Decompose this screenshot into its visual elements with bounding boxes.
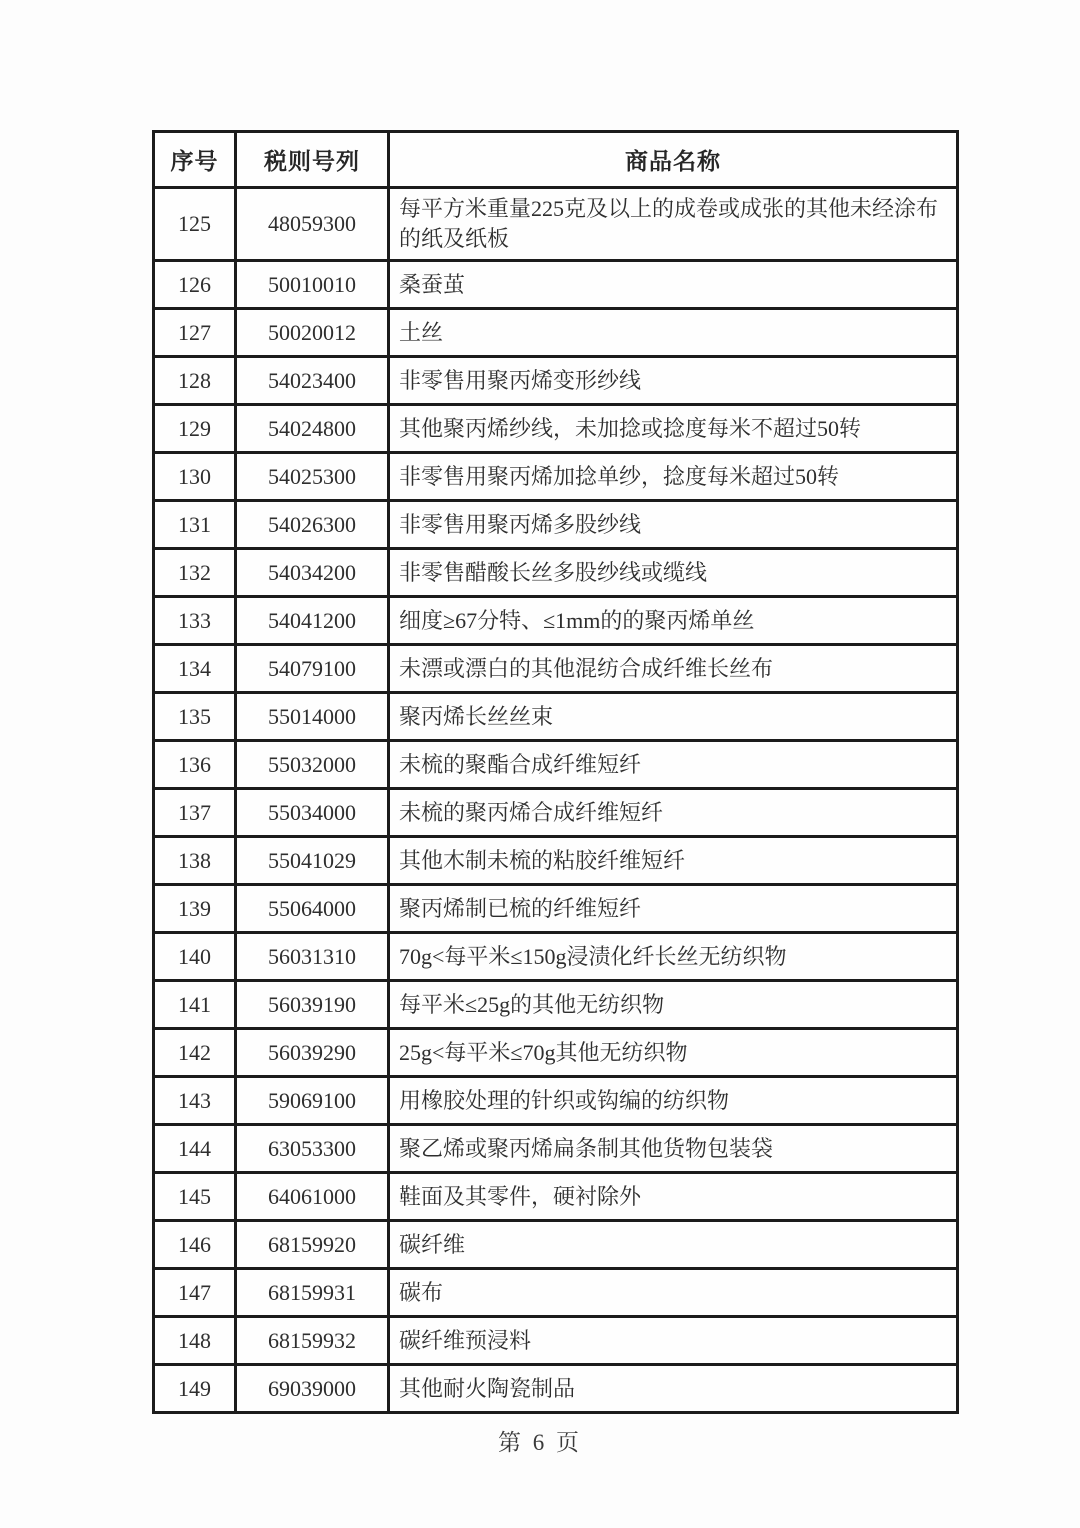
tariff-code-cell: 56039290: [236, 1029, 389, 1077]
product-name-cell: 每平米≤25g的其他无纺织物: [389, 981, 958, 1029]
serial-cell: 132: [154, 549, 236, 597]
tariff-code-cell: 56039190: [236, 981, 389, 1029]
table-row: [154, 549, 958, 597]
table-row: [154, 405, 958, 453]
tariff-code-cell: 54079100: [236, 645, 389, 693]
product-name-cell: 碳布: [389, 1269, 958, 1317]
serial-cell: 131: [154, 501, 236, 549]
product-name-cell: 非零售用聚丙烯多股纱线: [389, 501, 958, 549]
table-row: [154, 1269, 958, 1317]
serial-cell: 147: [154, 1269, 236, 1317]
product-name-cell: 细度≥67分特、≤1mm的的聚丙烯单丝: [389, 597, 958, 645]
serial-cell: 126: [154, 261, 236, 309]
product-name-cell: 桑蚕茧: [389, 261, 958, 309]
table-row: [154, 1173, 958, 1221]
table-row: [154, 1221, 958, 1269]
tariff-code-cell: 55014000: [236, 693, 389, 741]
table-row: [154, 261, 958, 309]
serial-cell: 135: [154, 693, 236, 741]
table-row: [154, 357, 958, 405]
tariff-code-cell: 54023400: [236, 357, 389, 405]
serial-cell: 127: [154, 309, 236, 357]
tariff-code-cell: 50010010: [236, 261, 389, 309]
serial-cell: 139: [154, 885, 236, 933]
table-row: [154, 501, 958, 549]
serial-cell: 141: [154, 981, 236, 1029]
tariff-code-cell: 56031310: [236, 933, 389, 981]
tariff-code-cell: 54034200: [236, 549, 389, 597]
table-row: [154, 645, 958, 693]
table-row: [154, 1077, 958, 1125]
product-name-cell: 未梳的聚酯合成纤维短纤: [389, 741, 958, 789]
product-name-cell: 聚丙烯长丝丝束: [389, 693, 958, 741]
serial-cell: 146: [154, 1221, 236, 1269]
tariff-code-cell: 68159932: [236, 1317, 389, 1365]
product-name-cell: 非零售用聚丙烯加捻单纱，捻度每米超过50转: [389, 453, 958, 501]
serial-cell: 129: [154, 405, 236, 453]
tariff-code-cell: 59069100: [236, 1077, 389, 1125]
serial-cell: 142: [154, 1029, 236, 1077]
tariff-code-cell: 50020012: [236, 309, 389, 357]
serial-cell: 125: [154, 188, 236, 261]
table-row: [154, 933, 958, 981]
product-name-cell: 碳纤维预浸料: [389, 1317, 958, 1365]
product-name-cell: 非零售醋酸长丝多股纱线或缆线: [389, 549, 958, 597]
serial-cell: 145: [154, 1173, 236, 1221]
table-row: [154, 741, 958, 789]
tariff-code-cell: 55064000: [236, 885, 389, 933]
serial-cell: 137: [154, 789, 236, 837]
table-row: [154, 693, 958, 741]
product-name-cell: 土丝: [389, 309, 958, 357]
tariff-code-cell: 55032000: [236, 741, 389, 789]
tariff-code-cell: 48059300: [236, 188, 389, 261]
table-row: [154, 1125, 958, 1173]
tariff-code-cell: 54041200: [236, 597, 389, 645]
serial-cell: 144: [154, 1125, 236, 1173]
tariff-code-cell: 55041029: [236, 837, 389, 885]
product-name-cell: 25g<每平米≤70g其他无纺织物: [389, 1029, 958, 1077]
product-name-cell: 聚丙烯制已梳的纤维短纤: [389, 885, 958, 933]
serial-cell: 134: [154, 645, 236, 693]
product-name-cell: 其他木制未梳的粘胶纤维短纤: [389, 837, 958, 885]
serial-cell: 148: [154, 1317, 236, 1365]
tariff-table: [152, 130, 959, 1414]
product-name-cell: 未漂或漂白的其他混纺合成纤维长丝布: [389, 645, 958, 693]
tariff-code-cell: 63053300: [236, 1125, 389, 1173]
table-row: [154, 981, 958, 1029]
serial-cell: 130: [154, 453, 236, 501]
table-row: [154, 1317, 958, 1365]
header-product-name: 商品名称: [389, 132, 958, 188]
serial-cell: 149: [154, 1365, 236, 1413]
tariff-code-cell: 54026300: [236, 501, 389, 549]
table-row: [154, 188, 958, 261]
product-name-cell: 聚乙烯或聚丙烯扁条制其他货物包装袋: [389, 1125, 958, 1173]
serial-cell: 128: [154, 357, 236, 405]
tariff-code-cell: 55034000: [236, 789, 389, 837]
table-header-row: [154, 132, 958, 188]
tariff-code-cell: 68159920: [236, 1221, 389, 1269]
product-name-cell: 鞋面及其零件，硬衬除外: [389, 1173, 958, 1221]
table-row: [154, 309, 958, 357]
tariff-code-cell: 54025300: [236, 453, 389, 501]
page-number: 第 6 页: [498, 1430, 582, 1455]
serial-cell: 136: [154, 741, 236, 789]
table-row: [154, 1365, 958, 1413]
table-row: [154, 885, 958, 933]
serial-cell: 133: [154, 597, 236, 645]
table-row: [154, 453, 958, 501]
tariff-code-cell: 68159931: [236, 1269, 389, 1317]
table-row: [154, 597, 958, 645]
serial-cell: 140: [154, 933, 236, 981]
product-name-cell: 未梳的聚丙烯合成纤维短纤: [389, 789, 958, 837]
product-name-cell: 70g<每平米≤150g浸渍化纤长丝无纺织物: [389, 933, 958, 981]
header-serial-number: 序号: [154, 132, 236, 188]
table-row: [154, 789, 958, 837]
table-body: [154, 188, 958, 1413]
serial-cell: 138: [154, 837, 236, 885]
product-name-cell: 其他聚丙烯纱线，未加捻或捻度每米不超过50转: [389, 405, 958, 453]
product-name-cell: 每平方米重量225克及以上的成卷或成张的其他未经涂布的纸及纸板: [389, 188, 958, 261]
tariff-code-cell: 69039000: [236, 1365, 389, 1413]
product-name-cell: 用橡胶处理的针织或钩编的纺织物: [389, 1077, 958, 1125]
table-row: [154, 1029, 958, 1077]
product-name-cell: 非零售用聚丙烯变形纱线: [389, 357, 958, 405]
product-name-cell: 碳纤维: [389, 1221, 958, 1269]
table-row: [154, 837, 958, 885]
product-name-cell: 其他耐火陶瓷制品: [389, 1365, 958, 1413]
tariff-code-cell: 64061000: [236, 1173, 389, 1221]
header-tariff-code: 税则号列: [236, 132, 389, 188]
serial-cell: 143: [154, 1077, 236, 1125]
tariff-code-cell: 54024800: [236, 405, 389, 453]
